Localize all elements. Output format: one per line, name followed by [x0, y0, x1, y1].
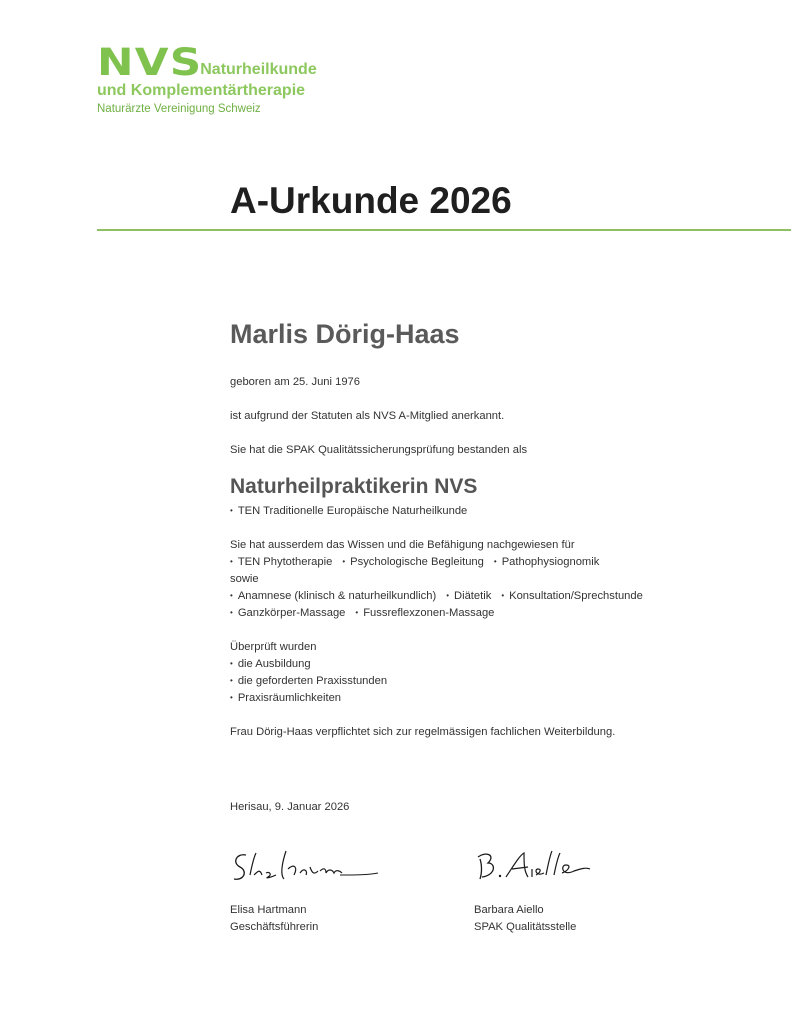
list-item: • Anamnese (klinisch & naturheilkundlich)	[230, 589, 436, 603]
place-date: Herisau, 9. Januar 2026	[230, 801, 350, 813]
logo-acronym: NVS	[97, 41, 203, 84]
signatory-2-name: Barbara Aiello	[474, 904, 544, 916]
nvs-logo	[97, 41, 317, 117]
recipient-name: Marlis Dörig-Haas	[230, 319, 460, 349]
signatory-2-role: SPAK Qualitätsstelle	[474, 921, 577, 933]
logo-line-2: und Komplementärtherapie	[97, 82, 306, 99]
birth-date: geboren am 25. Juni 1976	[230, 376, 360, 388]
certificate-title: A-Urkunde 2026	[230, 180, 512, 221]
list-item: • Pathophysiognomik	[494, 555, 599, 569]
logo-line-1: Naturheilkunde	[200, 61, 317, 78]
list-item: • Konsultation/Sprechstunde	[501, 589, 643, 603]
list-item: • die Ausbildung	[230, 657, 311, 671]
additional-list-row3	[230, 606, 494, 620]
membership-statement: ist aufgrund der Statuten als NVS A-Mitglied anerkannt.	[230, 410, 505, 422]
list-item: • TEN Phytotherapie	[230, 555, 332, 569]
list-item: • Praxisräumlichkeiten	[230, 691, 341, 705]
list-item: • Fussreflexzonen-Massage	[355, 606, 494, 620]
sowie-label: sowie	[230, 573, 259, 585]
checked-heading: Überprüft wurden	[230, 641, 317, 653]
signatory-1-name: Elisa Hartmann	[230, 904, 307, 916]
additional-list-row2	[230, 589, 643, 603]
additional-intro: Sie hat ausserdem das Wissen und die Befähigung nachgewiesen für	[230, 539, 575, 551]
additional-list-row1	[230, 555, 599, 569]
list-item: • Ganzkörper-Massage	[230, 606, 345, 620]
list-item: • Psychologische Begleitung	[342, 555, 484, 569]
exam-statement: Sie hat die SPAK Qualitätssicherungsprüfung bestanden als	[230, 444, 528, 456]
logo-line-3: Naturärzte Vereinigung Schweiz	[97, 103, 261, 115]
list-item: • Diätetik	[446, 589, 491, 603]
list-item: • die geforderten Praxisstunden	[230, 674, 387, 688]
degree-specialty: • TEN Traditionelle Europäische Naturheilkunde	[230, 504, 467, 518]
signatory-1-role: Geschäftsführerin	[230, 921, 319, 933]
obligation-statement: Frau Dörig-Haas verpflichtet sich zur regelmässigen fachlichen Weiterbildung.	[230, 726, 616, 738]
signature-hartmann	[228, 845, 388, 890]
title-divider	[97, 229, 791, 231]
signature-aiello	[470, 845, 610, 890]
degree-title: Naturheilpraktikerin NVS	[230, 475, 478, 498]
